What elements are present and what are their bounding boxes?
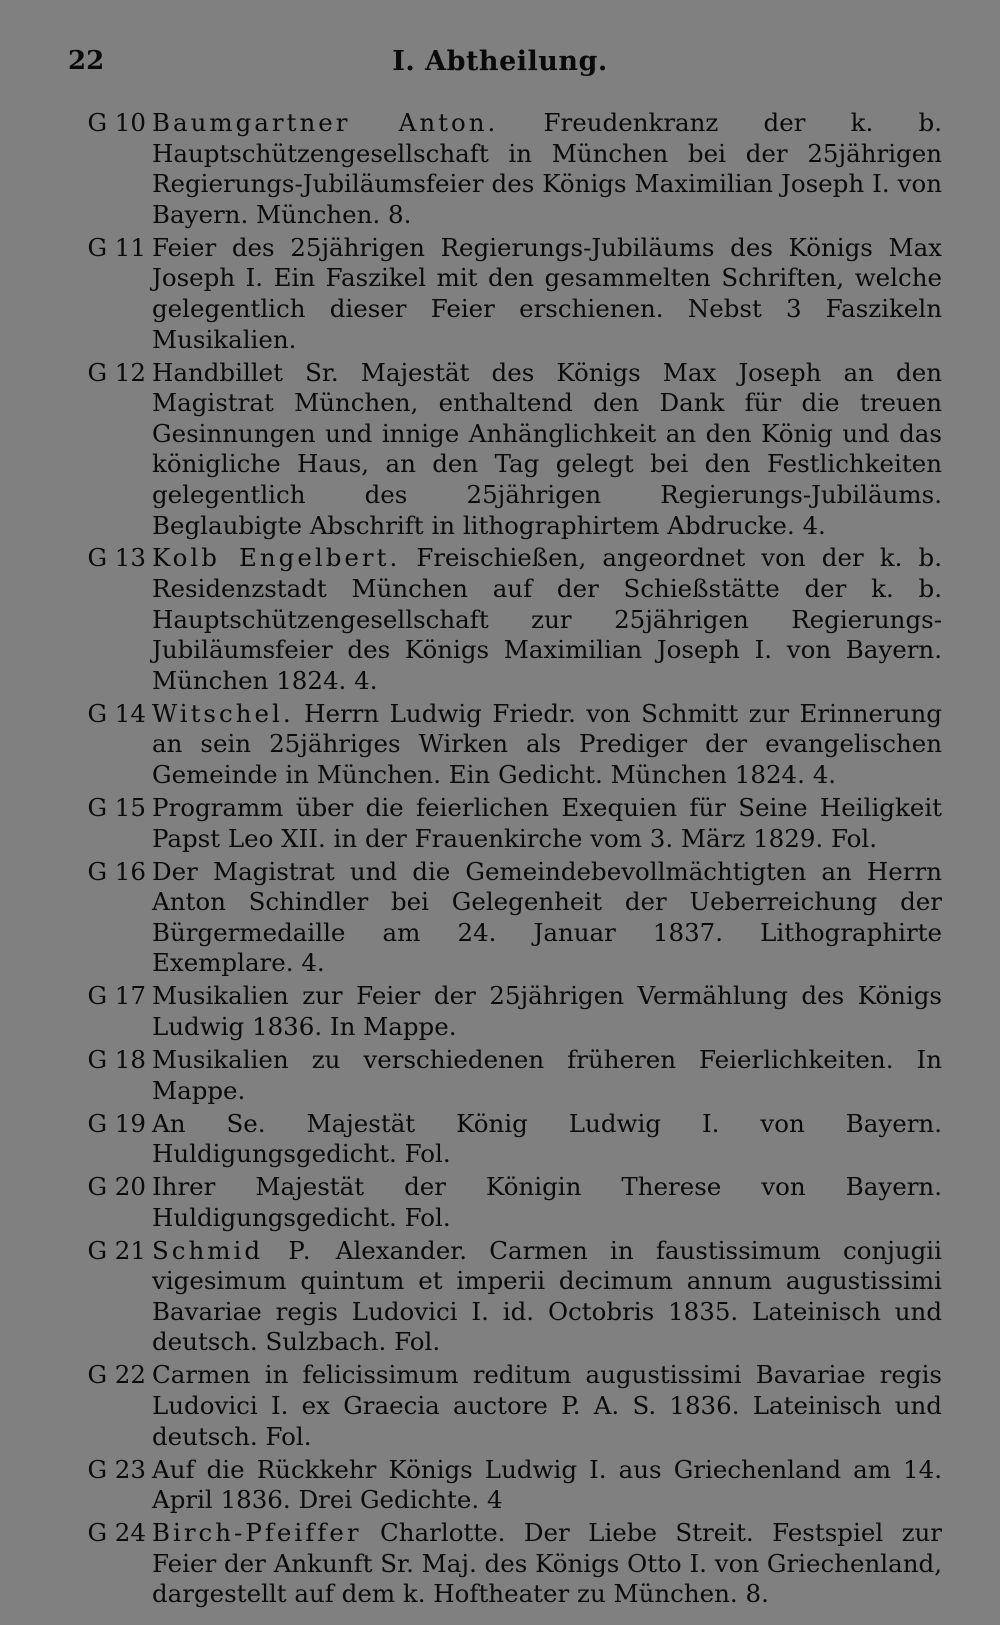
entry-text: Handbillet Sr. Majestät des Königs Max Joseph an den Magistrat München, enthaltend den Dank für die treuen Gesinnungen und innige Anhänglichkeit an den König und das königliche Haus, an den Tag gelegt bei den Festlichkeiten gelegentlich des 25jährigen Regierungs-Jubiläums. Beglaubigte Abschrift in lithographirtem Abdrucke. 4.: [152, 357, 942, 540]
entry-code: G 20: [87, 1172, 146, 1202]
entry-text: Freischießen, angeordnet von der k. b. Residenzstadt München auf der Schießstätte der k. b. Hauptschützengesellschaft zur 25jährigen Regierungs-Jubiläumsfeier des Königs Maximilian Joseph I. von Bayern. München 1824. 4.: [152, 543, 942, 695]
entry-author: Kolb Engelbert.: [152, 543, 401, 573]
catalog-entry: [0, 108, 1000, 230]
catalog-entry: [0, 1172, 1000, 1233]
entry-text: Ihrer Majestät der Königin Therese von Bayern. Huldigungsgedicht. Fol.: [152, 1172, 942, 1232]
entry-text: Musikalien zu verschiedenen früheren Feierlichkeiten. In Mappe.: [152, 1044, 942, 1105]
entry-text: Der Magistrat und die Gemeindebevollmächtigten an Herrn Anton Schindler bei Gelegenheit der Ueberreichung der Bürgermedaille am 24. Januar 1837. Lithographirte Exemplare. 4.: [152, 856, 942, 978]
entry-text: Programm über die feierlichen Exequien für Seine Heiligkeit Papst Leo XII. in der Frauenkirche vom 3. März 1829. Fol.: [152, 793, 942, 853]
entry-author: Schmid P.: [152, 1235, 314, 1265]
page-number: 22: [68, 46, 105, 76]
section-title: I. Abtheilung.: [392, 46, 608, 77]
catalog-entry: [0, 1045, 1000, 1106]
entry-code: G 15: [87, 793, 146, 823]
catalog-entry: [0, 1360, 1000, 1452]
entry-text: Alexander. Carmen in faustissimum conjugii vigesimum quintum et imperii decimum annum augustissimi Bavariae regis Ludovici I. id. Octobris 1835. Lateinisch und deutsch. Sulzbach. Fol.: [152, 1235, 942, 1357]
entry-text: An Se. Majestät König Ludwig I. von Bayern. Huldigungsgedicht. Fol.: [152, 1108, 942, 1169]
entry-text: Freudenkranz der k. b. Hauptschützengesellschaft in München bei der 25jährigen Regierungs-Jubiläumsfeier des Königs Maximilian Joseph I. von Bayern. München. 8.: [152, 108, 942, 229]
catalog-entry: [0, 981, 1000, 1042]
entry-code: G 24: [87, 1518, 146, 1548]
catalog-entry: [0, 233, 1000, 355]
entry-code: G 17: [87, 981, 146, 1011]
entry-code: G 21: [87, 1235, 146, 1265]
entry-code: G 23: [87, 1454, 146, 1484]
entry-author: Baumgartner Anton.: [152, 108, 499, 137]
entry-text: Carmen in felicissimum reditum augustissimi Bavariae regis Ludovici I. ex Graecia auctore P. A. S. 1836. Lateinisch und deutsch. Fol.: [152, 1360, 942, 1451]
catalog-entry: [0, 699, 1000, 791]
catalog-entry: [0, 857, 1000, 979]
entry-code: G 18: [87, 1044, 146, 1074]
entry-code: G 13: [87, 543, 146, 573]
entry-code: G 11: [87, 232, 146, 262]
catalog-entry: [0, 358, 1000, 542]
entry-text: Charlotte. Der Liebe Streit. Festspiel zur Feier der Ankunft Sr. Maj. des Königs Otto I. von Griechenland, dargestellt auf dem k. Hoftheater zu München. 8.: [152, 1518, 942, 1609]
entry-text: Musikalien zur Feier der 25jährigen Vermählung des Königs Ludwig 1836. In Mappe.: [152, 981, 942, 1041]
catalog-entries: [0, 108, 1000, 1612]
catalog-entry: [0, 1109, 1000, 1170]
entry-text: Auf die Rückkehr Königs Ludwig I. aus Griechenland am 14. April 1836. Drei Gedichte. 4: [152, 1454, 942, 1515]
catalog-entry: [0, 543, 1000, 696]
entry-author: Birch-Pfeiffer: [152, 1518, 362, 1548]
catalog-entry: [0, 1455, 1000, 1516]
catalog-entry: [0, 1518, 1000, 1610]
catalog-entry: [0, 793, 1000, 854]
entry-text: Feier des 25jährigen Regierungs-Jubiläums des Königs Max Joseph I. Ein Faszikel mit den gesammelten Schriften, welche gelegentlich dieser Feier erschienen. Nebst 3 Faszikeln Musikalien.: [152, 232, 942, 354]
entry-author: Witschel.: [152, 698, 294, 728]
entry-code: G 22: [87, 1360, 146, 1390]
page-header: [0, 46, 1000, 86]
entry-code: G 19: [87, 1108, 146, 1138]
entry-code: G 10: [87, 108, 146, 137]
catalog-entry: [0, 1236, 1000, 1358]
entry-code: G 14: [87, 698, 146, 728]
entry-text: Herrn Ludwig Friedr. von Schmitt zur Erinnerung an sein 25jähriges Wirken als Prediger der evangelischen Gemeinde in München. Ein Gedicht. München 1824. 4.: [152, 698, 942, 790]
entry-code: G 12: [87, 357, 146, 387]
entry-code: G 16: [87, 856, 146, 886]
